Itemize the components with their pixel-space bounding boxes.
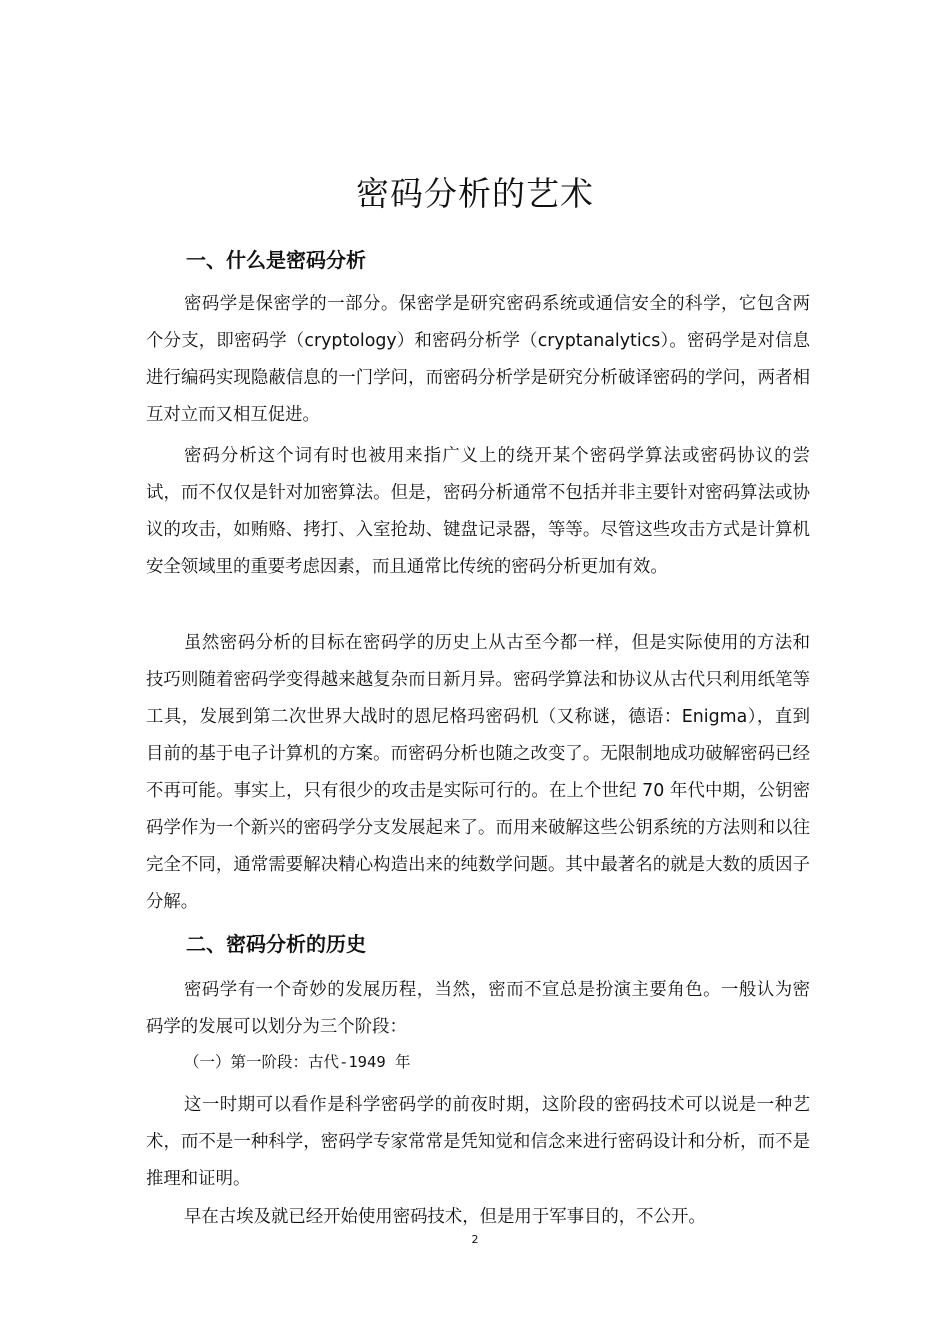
subheading-stage-one: （一）第一阶段：古代-1949 年 [184, 1053, 411, 1071]
section-heading-what-is-cryptanalysis: 一、什么是密码分析 [186, 248, 366, 272]
section-heading-history: 二、密码分析的历史 [186, 932, 366, 956]
paragraph-broad-meaning: 密码分析这个词有时也被用来指广义上的绕开某个密码学算法或密码协议的尝试，而不仅仅是针对加密算法。但是，密码分析通常不包括并非主要针对密码算法或协议的攻击，如贿赂、拷打、入室抢劫、键盘记录器，等等。尽管这些攻击方式是计算机安全领域里的重要考虑因素，而且通常比传统的密码分析更加有效。 [146, 446, 810, 577]
paragraph-history-intro: 密码学有一个奇妙的发展历程，当然，密而不宣总是扮演主要角色。一般认为密码学的发展可以划分为三个阶段： [146, 980, 810, 1037]
document-title: 密码分析的艺术 [356, 174, 594, 213]
paragraph-methods-evolution: 虽然密码分析的目标在密码学的历史上从古至今都一样，但是实际使用的方法和技巧则随着密码学变得越来越复杂而日新月异。密码学算法和协议从古代只利用纸笔等工具，发展到第二次世界大战时的恩尼格玛密码机（又称谜，德语：Enigma），直到目前的基于电子计算机的方案。而密码分析也随之改变了。无限制地成功破解密码已经不再可能。事实上，只有很少的攻击是实际可行的。在上个世纪 70 年代中期，公钥密码学作为一个新兴的密码学分支发展起来了。而用来破解这些公钥系统的方法则和以往完全不同，通常需要解决精心构造出来的纯数学问题。其中最著名的就是大数的质因子分解。 [146, 633, 810, 912]
page-number: 2 [471, 1233, 479, 1246]
paragraph-cryptology-definition: 密码学是保密学的一部分。保密学是研究密码系统或通信安全的科学，它包含两个分支，即密码学（cryptology）和密码分析学（cryptanalytics）。密码学是对信息进行编码实现隐蔽信息的一门学问，而密码分析学是研究分析破译密码的学问，两者相互对立而又相互促进。 [146, 294, 810, 425]
paragraph-ancient-egypt: 早在古埃及就已经开始使用密码技术，但是用于军事目的，不公开。 [184, 1207, 706, 1227]
paragraph-stage-one-description: 这一时期可以看作是科学密码学的前夜时期，这阶段的密码技术可以说是一种艺术，而不是一种科学，密码学专家常常是凭知觉和信念来进行密码设计和分析，而不是推理和证明。 [146, 1095, 810, 1189]
